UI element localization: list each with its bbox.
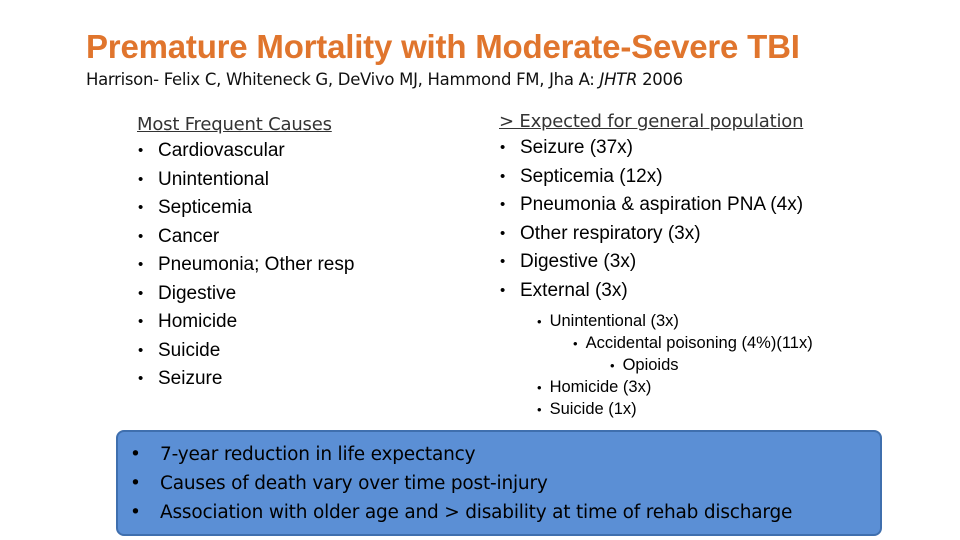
citation-journal: JHTR [599, 70, 638, 89]
bullet-icon: • [138, 341, 144, 359]
bullet-icon: • [138, 227, 144, 245]
sub-item-suicide: • Suicide (1x) [537, 400, 637, 418]
bullet-icon: • [138, 370, 144, 387]
list-item: • Digestive [137, 280, 354, 309]
list-item: • External (3x) [499, 277, 803, 306]
most-frequent-causes-column [137, 114, 354, 394]
list-item: • Association with older age and > disability at time of rehab discharge [128, 498, 880, 527]
slide-title: Premature Mortality with Moderate-Severe TBI [86, 28, 800, 65]
list-item: • Suicide [137, 337, 354, 366]
expected-causes-column [499, 111, 803, 305]
bullet-icon: • [130, 444, 141, 465]
bullet-icon: • [500, 196, 506, 213]
list-item: • Digestive (3x) [499, 248, 803, 277]
bullet-icon: • [138, 142, 144, 159]
list-item: • Pneumonia; Other resp [137, 251, 354, 280]
bullet-icon: • [138, 313, 144, 330]
list-item: • Cancer [137, 223, 354, 252]
sub-item-unintentional: • Unintentional (3x) [537, 312, 679, 330]
list-item: • Causes of death vary over time post-injury [128, 469, 880, 498]
bullet-icon: • [537, 380, 542, 395]
citation [86, 70, 683, 89]
bullet-icon: • [500, 139, 506, 156]
list-item: • Other respiratory (3x) [499, 220, 803, 249]
most-frequent-causes-heading: Most Frequent Causes [137, 114, 332, 135]
bullet-icon: • [500, 224, 506, 242]
bullet-icon: • [130, 502, 141, 523]
most-frequent-causes-list [137, 137, 354, 394]
expected-causes-heading: > Expected for general population [499, 111, 804, 132]
list-item: • Pneumonia & aspiration PNA (4x) [499, 191, 803, 220]
bullet-icon: • [537, 314, 542, 329]
bullet-icon: • [130, 473, 141, 494]
list-item: • Homicide [137, 308, 354, 337]
bullet-icon: • [500, 281, 506, 299]
summary-box [116, 430, 882, 536]
list-item: • Unintentional [137, 166, 354, 195]
list-item: • Seizure [137, 365, 354, 394]
citation-year: 2006 [637, 70, 683, 89]
sub-item-opioids: • Opioids [610, 356, 679, 374]
expected-causes-list [499, 134, 803, 305]
sub-item-accidental-poisoning: • Accidental poisoning (4%)(11x) [573, 334, 813, 352]
sub-item-homicide: • Homicide (3x) [537, 378, 652, 396]
bullet-icon: • [500, 167, 506, 185]
summary-list [118, 432, 880, 527]
bullet-icon: • [573, 336, 578, 351]
bullet-icon: • [138, 256, 144, 273]
bullet-icon: • [138, 284, 144, 302]
list-item: • Septicemia (12x) [499, 163, 803, 192]
list-item: • 7-year reduction in life expectancy [128, 440, 880, 469]
list-item: • Seizure (37x) [499, 134, 803, 163]
bullet-icon: • [138, 170, 144, 188]
citation-authors: Harrison- Felix C, Whiteneck G, DeVivo MJ, Hammond FM, Jha A: [86, 70, 600, 89]
bullet-icon: • [537, 402, 542, 417]
list-item: • Cardiovascular [137, 137, 354, 166]
bullet-icon: • [610, 358, 615, 373]
bullet-icon: • [500, 253, 506, 270]
list-item: • Septicemia [137, 194, 354, 223]
bullet-icon: • [138, 199, 144, 216]
